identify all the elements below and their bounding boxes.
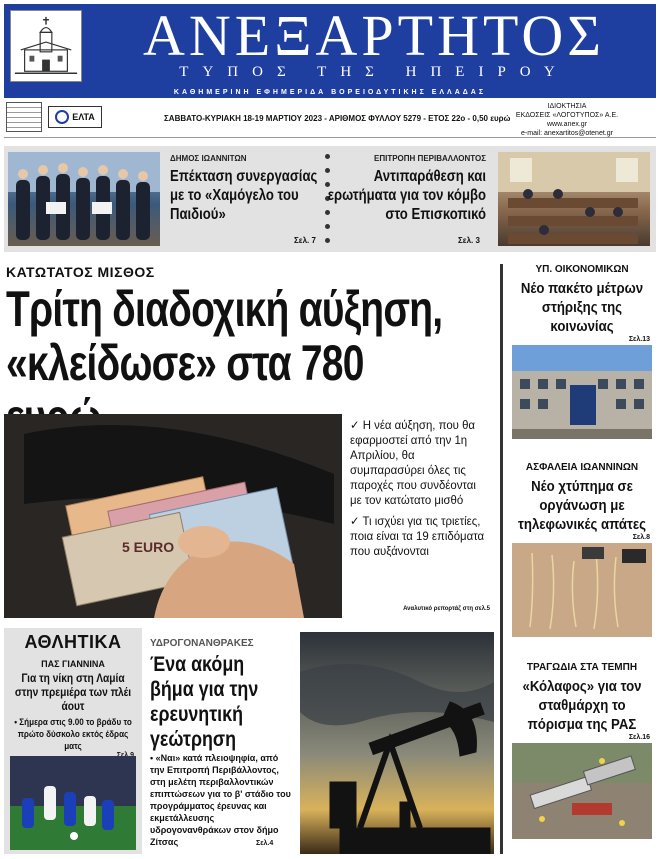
masthead [4,4,656,88]
email-link[interactable]: e-mail: anexartitos@otenet.gr [521,130,613,137]
postage-box-icon [6,102,42,132]
main-bullets [350,418,492,565]
right-story-tempi[interactable] [508,662,656,839]
right-kicker: ΑΣΦΑΛΕΙΑ ΙΩΑΝΝΙΝΩΝ [525,462,639,473]
bullet-item: ✓ Η νέα αύξηση, που θα εφαρμοστεί από την 1η Απριλίου, θα συμπαρασύρει όλες τις παροχές που συνδέονται με τον κατώτατο μισθό [350,418,476,507]
info-bar [4,100,656,138]
right-page: Σελ.8 [632,534,650,541]
analysis-reference[interactable]: Αναλυτικό ρεπορτάζ στη σελ.5 [403,606,490,612]
bullet-item: ✓ Τι ισχύει για τις τριετίες, ποια είναι τα 19 επιδόματα που αυξάνονται [350,514,485,558]
elta-circle-icon [55,110,69,124]
elta-logo [48,106,102,128]
ownership-info [482,102,652,138]
hydro-page: Σελ.4 [256,840,274,847]
right-kicker: ΥΠ. ΟΙΚΟΝΟΜΙΚΩΝ [535,264,629,275]
banknote-label: 5 EURO [122,539,175,555]
main-headline-line1: Τρίτη διαδοχική αύξηση, [6,281,443,337]
right-page: Σελ.13 [628,336,650,343]
masthead-tagline: ΚΑΘΗΜΕΡΙΝΗ ΕΦΗΜΕΡΙΔΑ ΒΟΡΕΙΟΔΥΤΙΚΗΣ ΕΛΛΑΔΑΣ [4,88,656,98]
right-page: Σελ.16 [628,734,650,741]
column-divider [500,264,503,854]
ministry-building-photo [512,345,652,439]
teaser-headline[interactable]: Επέκταση συνεργασίας με το «Χαμόγελο του Παιδιού» [170,168,318,223]
teaser-photo-people [8,152,160,246]
wallet-euro-photo [4,414,342,618]
teaser-page: Σελ. 7 [294,236,316,245]
hydro-headline[interactable]: Ένα ακόμη βήμα για την ερευνητική γεώτρηση [150,653,259,751]
elta-label: ΕΛΤΑ [72,112,95,122]
masthead-subtitle: ΤΥΠΟΣ ΤΗΣ ΗΠΕΙΡΟΥ [179,64,569,80]
teaser-page: Σελ. 3 [458,236,480,245]
oil-pump-photo [300,632,494,854]
sports-headline: Για τη νίκη στη Λαμία στην πρεμιέρα των πλέι άουτ [14,671,132,713]
teaser-band [4,146,656,252]
teaser-photo-meeting [498,152,650,246]
sports-team: ΠΑΣ ΓΙΑΝΝΙΝΑ [41,659,105,669]
right-kicker: ΤΡΑΓΩΔΙΑ ΣΤΑ ΤΕΜΠΗ [526,662,638,673]
right-headline: Νέο χτύπημα σε οργάνωση με τηλεφωνικές απάτες [517,478,646,533]
hydro-kicker: ΥΔΡΟΓΟΝΑΝΘΡΑΚΕΣ [150,638,254,649]
hydro-body: • «Ναι» κατά πλειοψηφία, από την Επιτροπή Περιβάλλοντος, στη μελέτη περιβαλλοντικών επιπτώσεων για το β' στάδιο του προγράμματος έρευνας και εκμετάλλευσης υδρογονανθράκων στον δήμο Ζίτσας [150,753,291,847]
issue-info: ΣΑΒΒΑΤΟ-ΚΥΡΙΑΚΗ 18-19 ΜΑΡΤΙΟΥ 2023 - ΑΡΙΘΜΟΣ ΦΥΛΛΟΥ 5279 - ΕΤΟΣ 22ο - 0,50 ευρώ [164,114,511,123]
teaser-headline[interactable]: Αντιπαράθεση και ερωτήματα για τον κόμβο στο Επισκοπικό [327,168,486,223]
sports-title: ΑΘΛΗΤΙΚΑ [24,632,122,652]
owner-label: ΙΔΙΟΚΤΗΣΙΑ [547,103,587,110]
right-headline: Νέο πακέτο μέτρων στήριξης της κοινωνίας [520,280,644,335]
right-headline: «Κόλαφος» για τον σταθμάρχη το πόρισμα της ΡΑΣ [522,678,642,733]
main-kicker: ΚΑΤΩΤΑΤΟΣ ΜΙΣΘΟΣ [6,264,155,280]
right-story-finance[interactable] [508,264,656,439]
teaser-kicker: ΔΗΜΟΣ ΙΩΑΝΝΙΤΩΝ [170,154,247,163]
owner-name: ΕΚΔΟΣΕΙΣ «ΛΟΓΟΤΥΠΟΣ» Α.Ε. [515,112,619,119]
seized-items-photo [512,543,652,637]
website-link[interactable]: www.anex.gr [546,121,588,128]
main-headline-line2: «κλείδωσε» στα 780 [6,335,364,391]
train-crash-photo [512,743,652,839]
right-story-security[interactable] [508,462,656,637]
masthead-title: ΑΝΕΞΑΡΤΗΤΟΣ [143,3,605,68]
football-photo [10,756,136,850]
teaser-kicker: ΕΠΙΤΡΟΠΗ ΠΕΡΙΒΑΛΛΟΝΤΟΣ [373,154,486,163]
church-logo-icon [10,10,82,82]
sports-section[interactable] [4,628,142,854]
sports-body: • Σήμερα στις 9.00 το βράδυ το πρώτο δύσκολο εκτός έδρας ματς [14,717,132,751]
